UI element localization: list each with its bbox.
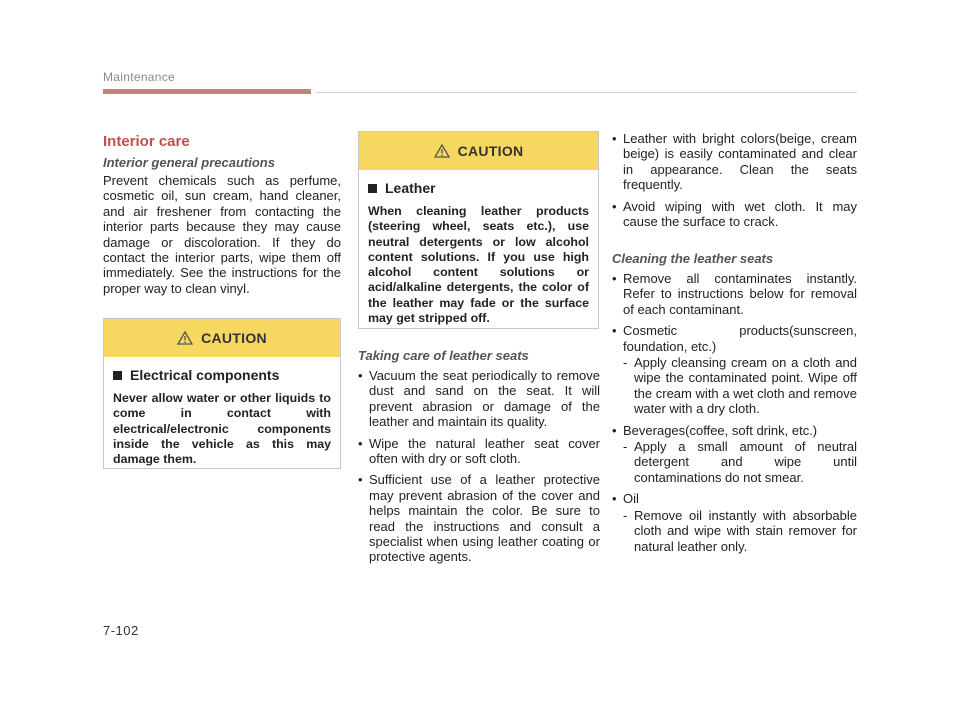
header-accent-bar: [103, 89, 311, 94]
caution-subtitle: Electrical components: [130, 367, 280, 383]
section-title: Interior care: [103, 133, 190, 150]
leather-tips-list: [612, 131, 857, 235]
header-rule: [315, 92, 857, 93]
caution-header: [104, 319, 340, 357]
sub-item: - Remove oil instantly with absorbable cloth and wipe with stain remover for natural leather only.: [623, 507, 857, 554]
caution-header: [359, 132, 598, 170]
list-item: • Cosmetic products(sunscreen, foundation, etc.) - Apply cleansing cream on a cloth and wipe the contaminated point. Wipe off the cream with a wet cloth and remove water with a dry cloth.: [612, 323, 857, 417]
list-item: • Wipe the natural leather seat cover often with dry or soft cloth.: [358, 435, 600, 467]
caution-heading: CAUTION: [201, 330, 267, 346]
caution-electrical-box: [103, 318, 341, 469]
taking-care-title: Taking care of leather seats: [358, 348, 529, 363]
list-item: • Sufficient use of a leather protective may prevent abrasion of the cover and helps maintain the color. Be sure to read the instructions and consult a specialist when using leather coating or protective agents.: [358, 472, 600, 565]
list-item: • Remove all contaminates instantly. Refer to instructions below for removal of each contaminant.: [612, 271, 857, 317]
list-item: • Avoid wiping with wet cloth. It may cause the surface to crack.: [612, 198, 857, 230]
list-item: • Beverages(coffee, soft drink, etc.) - Apply a small amount of neutral detergent and wipe until contaminations do not smear.: [612, 422, 857, 485]
list-item: • Oil - Remove oil instantly with absorbable cloth and wipe with stain remover for natural leather only.: [612, 491, 857, 554]
cleaning-list: [612, 271, 857, 560]
warning-icon: [434, 144, 450, 158]
warning-icon: [177, 331, 193, 345]
caution-text: When cleaning leather products (steering wheel, seats etc.), use neutral detergents or low alcohol content solutions. If you use high alcohol content solutions or acid/alkaline detergents, the color of the leather may fade or the surface may get stripped off.: [368, 204, 589, 326]
cleaning-title: Cleaning the leather seats: [612, 251, 774, 266]
caution-text: Never allow water or other liquids to come in contact with electrical/electronic components inside the vehicle as this may damage them.: [113, 391, 331, 467]
section-header-label: Maintenance: [103, 70, 176, 84]
square-bullet-icon: [368, 184, 377, 193]
caution-subtitle: Leather: [385, 180, 436, 196]
list-item: • Leather with bright colors(beige, cream beige) is easily contaminated and clear in appearance. Clean the seats frequently.: [612, 131, 857, 193]
sub-item: - Apply a small amount of neutral detergent and wipe until contaminations do not smear.: [623, 439, 857, 485]
general-precautions-text: Prevent chemicals such as perfume, cosmetic oil, sun cream, hand cleaner, and air freshener from contacting the interior parts because they may cause damage or discoloration. If they do contact the interior parts, wipe them off immediately. See the instructions for the proper way to clean vinyl.: [103, 173, 341, 296]
caution-leather-box: [358, 131, 599, 329]
list-item: • Vacuum the seat periodically to remove dust and sand on the seat. It will prevent abrasion or damage of the leather and maintain its quality.: [358, 368, 600, 430]
sub-item: - Apply cleansing cream on a cloth and wipe the contaminated point. Wipe off the cream with a wet cloth and remove water with a dry cloth.: [623, 355, 857, 417]
general-precautions-title: Interior general precautions: [103, 155, 275, 170]
caution-heading: CAUTION: [457, 143, 524, 159]
page-number: 7-102: [103, 623, 139, 638]
square-bullet-icon: [113, 371, 122, 380]
taking-care-list: [358, 368, 600, 571]
